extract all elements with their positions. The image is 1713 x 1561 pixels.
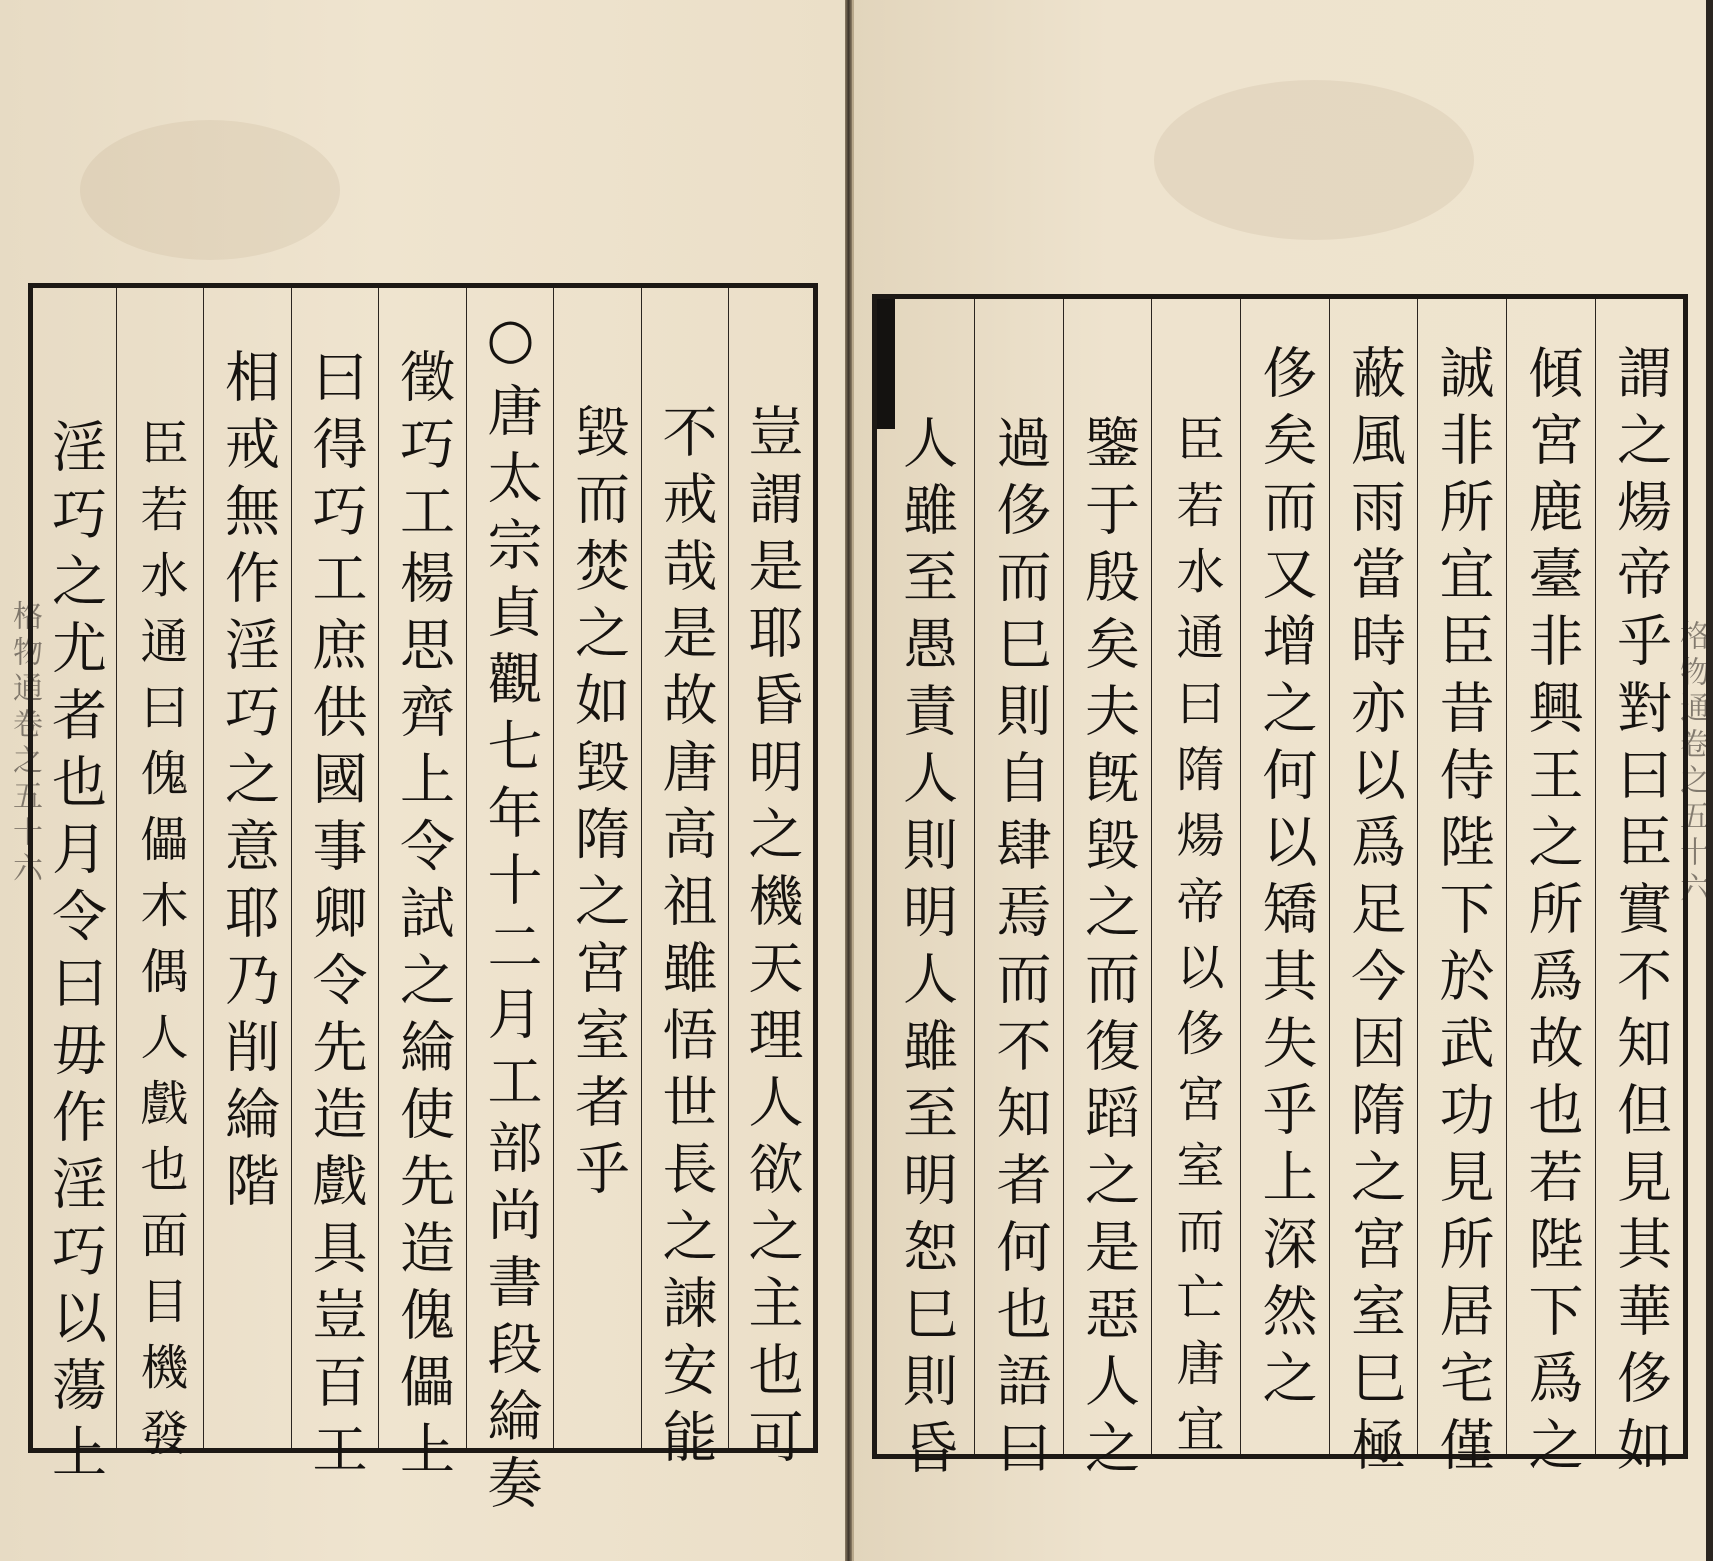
- column-text: 不戒哉是故唐高祖雖悟世長之諫安能: [653, 403, 718, 1475]
- text-column: [974, 299, 1063, 1486]
- text-column: [116, 288, 203, 1474]
- column-text: 徵巧工楊思齊上令試之綸使先造傀儡上: [391, 348, 455, 1487]
- column-text: 誠非所宜臣昔侍陛下於武功見所居宅僅: [1430, 344, 1495, 1483]
- column-text: 相戒無作淫巧之意耶乃削綸階: [216, 348, 280, 1219]
- column-text: 淫巧之尤者也月令曰毋作淫巧以蕩上: [43, 418, 107, 1490]
- column-text: 曰得巧工庶供國事卿令先造戲具豈百工: [303, 348, 368, 1487]
- column-text: ○唐太宗貞觀七年十二月工部尚書段綸奏: [478, 306, 543, 1521]
- right-edge-label: 格物通卷之五十六: [1674, 620, 1709, 908]
- text-column: [641, 288, 728, 1475]
- right-text-frame: [872, 294, 1688, 1486]
- text-column: [466, 288, 553, 1521]
- text-column: [1151, 299, 1240, 1470]
- text-column: [378, 288, 466, 1487]
- paper-stain: [1154, 80, 1474, 240]
- column-text: 鑒于殷矣夫旣毀之而復蹈之是惡人之: [1076, 414, 1140, 1486]
- text-column: [1329, 299, 1417, 1483]
- paper-stain: [80, 120, 340, 260]
- text-column: [728, 288, 813, 1475]
- column-text: 侈矣而又增之何以矯其失乎上深然之: [1253, 344, 1318, 1416]
- left-edge-label: 格物通卷之五十六: [7, 600, 42, 888]
- text-column: [1595, 299, 1683, 1483]
- text-column: [1240, 299, 1329, 1454]
- text-column: [877, 299, 974, 1486]
- text-column: [291, 288, 378, 1487]
- column-text: 傾宮鹿臺非興王之所爲故也若陛下爲之: [1519, 344, 1584, 1483]
- left-page: [0, 0, 847, 1561]
- column-text: 人雖至愚責人則明人雖至明恕巳則昏: [894, 414, 958, 1486]
- column-text: 謂之煬帝乎對曰臣實不知但見其華侈如: [1608, 344, 1672, 1483]
- column-text: 臣若水通曰隋煬帝以侈宮室而亡唐宜: [1168, 414, 1224, 1470]
- column-text: 過侈而巳則自肆焉而不知者何也語曰: [987, 414, 1052, 1486]
- column-text: 蔽風雨當時亦以爲足今因隋之宮室巳極: [1342, 344, 1406, 1483]
- column-text: 毀而焚之如毀隋之宮室者乎: [566, 403, 630, 1207]
- left-text-frame: [28, 283, 818, 1521]
- column-text: 臣若水通曰傀儡木偶人戲也面目機發: [132, 418, 188, 1474]
- column-text: 豈謂是耶昏明之機天理人欲之主也可: [739, 403, 804, 1475]
- text-column: [553, 288, 641, 1448]
- book-spine: [845, 0, 852, 1561]
- text-column: [1506, 299, 1595, 1483]
- text-column: [1063, 299, 1151, 1486]
- right-page: [852, 0, 1709, 1561]
- text-column: [203, 288, 291, 1448]
- text-column: [1417, 299, 1506, 1483]
- text-column: [33, 288, 116, 1490]
